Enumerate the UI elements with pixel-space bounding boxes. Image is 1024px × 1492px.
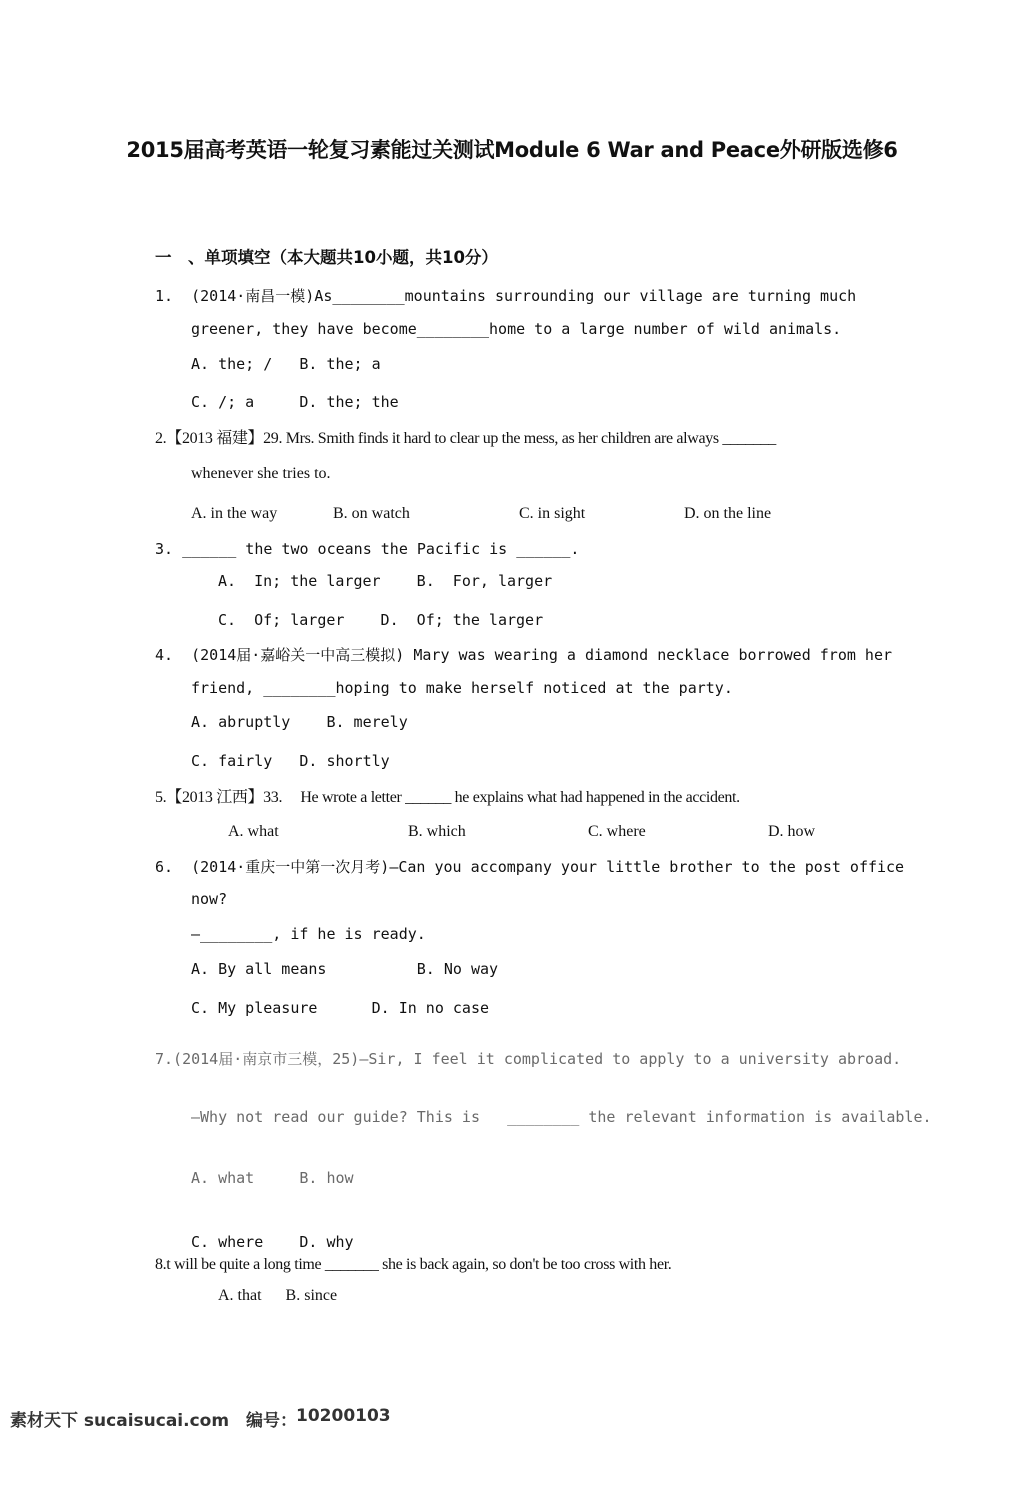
question-text: whenever she tries to.	[191, 465, 331, 482]
answer-options: C. /; a D. the; the	[191, 393, 399, 411]
question-text: friend, ________hoping to make herself noticed at the party.	[191, 679, 733, 697]
section-heading: 一 、单项填空（本大题共10小题，共10分）	[155, 248, 498, 267]
question-text: 5.【2013 江西】33. He wrote a letter ______ he explains what had happened in the accident.	[155, 789, 740, 806]
option-d: D. how	[768, 823, 816, 840]
option-c: C. where	[588, 823, 646, 840]
question-text: 3. ______ the two oceans the Pacific is ______.	[155, 540, 580, 558]
question-text: 4. (2014届·嘉峪关一中高三模拟) Mary was wearing a diamond necklace borrowed from her	[155, 646, 893, 664]
option-a: A. in the way	[191, 505, 278, 522]
answer-options: C. My pleasure D. In no case	[191, 999, 490, 1017]
answer-options: A. By all means B. No way	[191, 960, 499, 978]
question-text: greener, they have become________home to a large number of wild animals.	[191, 320, 842, 338]
question-text: now?	[191, 890, 228, 908]
page-title: 2015届高考英语一轮复习素能过关测试Module 6 War and Peace外研版选修6	[126, 138, 898, 162]
question-text: —Why not read our guide? This is ________ the relevant information is available.	[191, 1108, 932, 1126]
answer-options: A. what B. how	[191, 1169, 354, 1187]
watermark-id-value: 10200103	[296, 1406, 391, 1426]
watermark-bar	[0, 1392, 1024, 1442]
option-d: D. on the line	[684, 505, 772, 522]
answer-options: A. abruptly B. merely	[191, 713, 408, 731]
watermark-site: 素材天下 sucaisucai.com	[10, 1411, 230, 1431]
question-text: 6. (2014·重庆一中第一次月考)—Can you accompany your little brother to the post office	[155, 858, 905, 876]
question-text: 8.t will be quite a long time _______ she is back again, so don't be too cross with her.	[155, 1256, 672, 1273]
answer-options: C. fairly D. shortly	[191, 752, 390, 770]
option-b: B. on watch	[333, 505, 410, 522]
watermark-id-label: 编号：	[246, 1411, 297, 1431]
option-c: C. in sight	[519, 505, 586, 522]
answer-options: A. that B. since	[218, 1287, 338, 1304]
question-text: 1. (2014·南昌一模)As________mountains surrounding our village are turning much	[155, 287, 857, 305]
option-b: B. which	[408, 823, 466, 840]
answer-options: A. the; / B. the; a	[191, 355, 381, 373]
option-a: A. what	[228, 823, 279, 840]
answer-options: C. where D. why	[191, 1233, 354, 1251]
answer-options: C. Of; larger D. Of; the larger	[218, 611, 544, 629]
question-text: —________, if he is ready.	[191, 925, 426, 943]
question-text: 2.【2013 福建】29. Mrs. Smith finds it hard to clear up the mess, as her children are always _______	[155, 430, 776, 447]
answer-options: A. In; the larger B. For, larger	[218, 572, 553, 590]
question-text: 7.(2014届·南京市三模，25)—Sir, I feel it complicated to apply to a university abroad.	[155, 1050, 902, 1068]
